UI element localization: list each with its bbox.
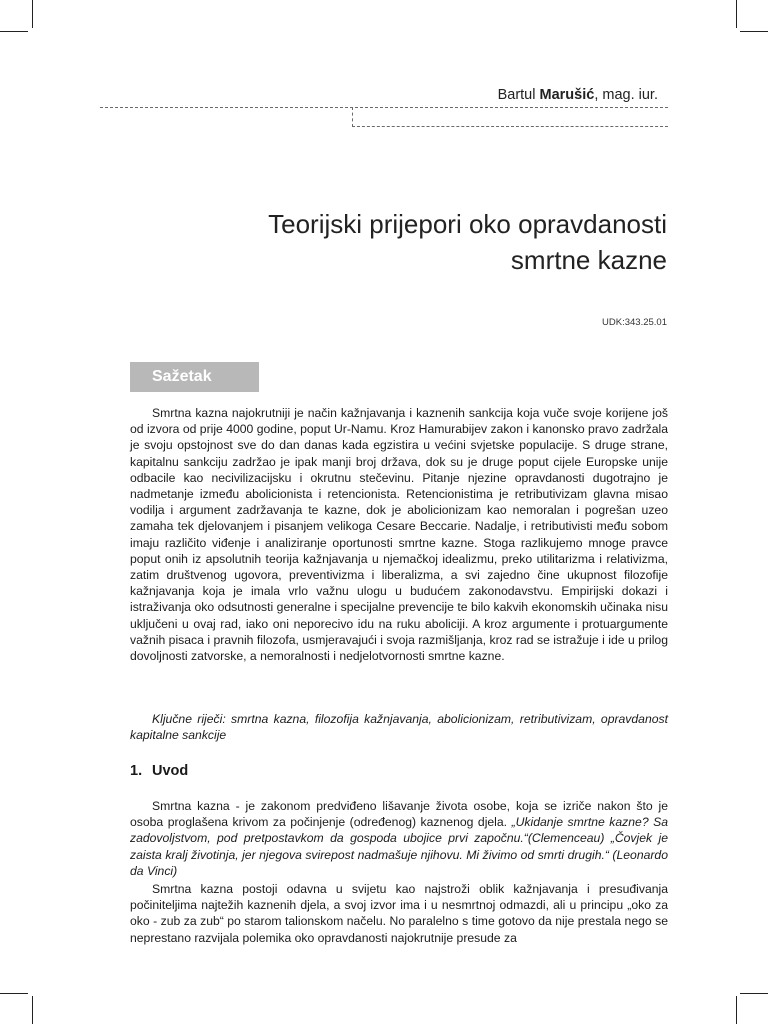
title-line-1: Teorijski prijepori oko opravdanosti <box>268 209 667 239</box>
crop-mark <box>32 0 33 28</box>
crop-mark <box>740 31 768 32</box>
author-last-name: Marušić <box>539 87 595 103</box>
author-line <box>498 87 658 103</box>
header-rule <box>100 107 668 108</box>
crop-mark <box>0 993 28 994</box>
intro-p1-text: Smrtna kazna - je zakonom predviđeno lišavanje života osobe, koja se izriče nakon što je osoba proglašena krivom za počinjenje (određenog) kaznenog djela. <box>130 799 668 830</box>
section-title: Uvod <box>152 763 189 779</box>
crop-mark <box>0 31 28 32</box>
udk-code: UDK:343.25.01 <box>602 317 667 328</box>
header-rule-lower <box>352 126 668 127</box>
abstract-text <box>130 405 668 664</box>
crop-mark <box>736 996 737 1024</box>
intro-p1-quotes: „Ukidanje smrtne kazne? Sa zadovoljstvom, pod pretpostavkom da gospoda ubojice prvi započnu.“(Clemenceau) „Čovjek je zaista kralj životinja, jer njegova svirepost nadmašuje njihovu. Mi živimo od smrti drugih.“ (Leonardo da Vinci) <box>130 815 669 878</box>
author-first-name: Bartul <box>497 87 536 103</box>
abstract-label: Sažetak <box>130 362 259 392</box>
section-heading <box>130 763 188 779</box>
crop-mark <box>32 996 33 1024</box>
title-line-2: smrtne kazne <box>510 245 667 275</box>
article-title <box>147 206 667 278</box>
intro-paragraph-1 <box>130 798 668 879</box>
header-rule-bracket <box>352 107 353 127</box>
crop-mark <box>736 0 737 28</box>
keywords-text: Ključne riječi: smrtna kazna, filozofija kažnjavanja, abolicionizam, retributivizam, opravdanost kapitalne sankcije <box>130 712 668 743</box>
keywords <box>130 711 668 743</box>
section-number: 1. <box>130 763 143 779</box>
intro-text <box>130 798 668 946</box>
intro-paragraph-2: Smrtna kazna postoji odavna u svijetu kao najstroži oblik kažnjavanja i presuđivanja počiniteljima najtežih kaznenih djela, a svoj izvor ima i u nesmrtnoj odmazdi, ali u principu „oko za oko - zub za zub“ po starom talionskom načelu. No paralelno s time gotovo da nije prestala nego se neprestano razvijala polemika oko opravdanosti najokrutnije presude za <box>130 882 668 945</box>
crop-mark <box>740 993 768 994</box>
author-suffix: , mag. iur. <box>594 87 658 103</box>
abstract-paragraph: Smrtna kazna najokrutniji je način kažnjavanja i kaznenih sankcija koja vuče svoje korijene još od izvora od prije 4000 godine, poput Ur-Namu. Kroz Hamurabijev zakon i kanonsko pravo zadržala je svoju opstojnost sve do dan danas kada egzistira u većini svjetske populacije. S druge strane, kapitalnu sankciju zadržao je ipak manji broj država, dok su je druge poput cijele Europske unije odbacile kao necivilizacijsku i okrutnu stečevinu. Pitanje njezine opravdanosti dugotrajno je nadmetanje između abolicionista i retencionista. Retencionistima je retributivizam glavna misao vodilja i argument zadržavanja te kazne, dok je abolicionizam kao nemoralan i pogrešan uzeo zamaha tek djelovanjem i pisanjem velikoga Cesare Beccarie. Nadalje, i retributivisti među sobom imaju različito viđenje i analiziranje oportunosti smrtne kazne. Stoga razlikujemo mnoge pravce poput onih iz apsolutnih teorija kažnjavanja u njemačkoj idealizmu, preko utilitarizma i relativizma, zatim društvenog ugovora, preventivizma i liberalizma, a svi zajedno čine ukupnost filozofije kažnjavanja koja je imala vrlo važnu ulogu u budućem zakonodavstvu. Empirijski dokazi i istraživanja oko odsutnosti generalne i specijalne prevencije te bilo kakvih ekonomskih učinaka nisu uključeni u ovaj rad, iako oni neporecivo idu na ruku aboliciji. A kroz argumente i protuargumente važnih pisaca i pravnih filozofa, usmjeravajući i svoja razmišljanja, kroz rad se istražuje i ide u prilog dovoljnosti zatvorske, a nemoralnosti i nedjelotvornosti smrtne kazne. <box>130 406 668 664</box>
